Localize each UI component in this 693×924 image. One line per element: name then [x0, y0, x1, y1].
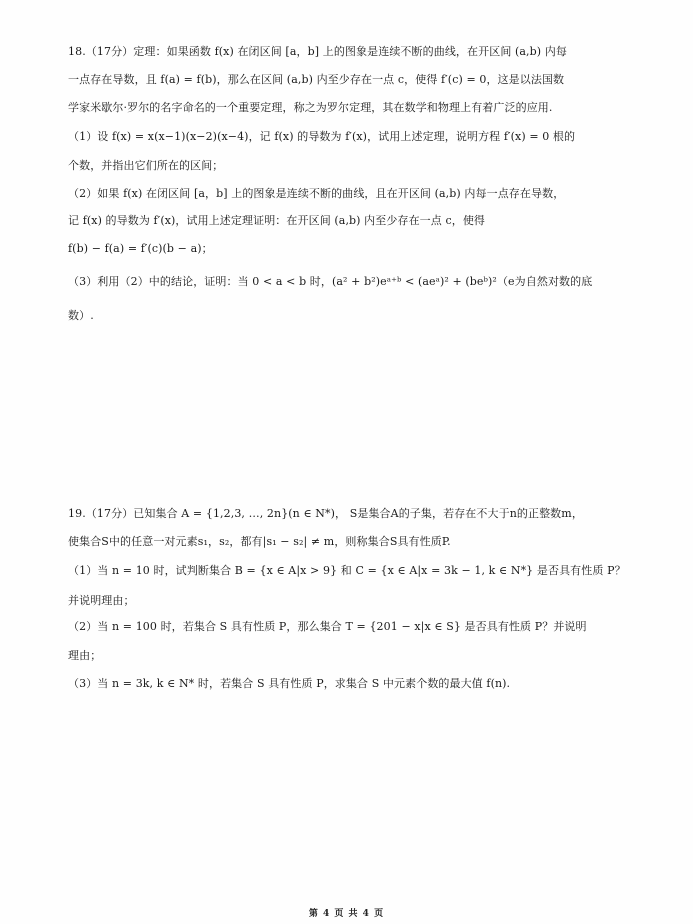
- q18-line-1: 18.（17分）定理：如果函数 f(x) 在闭区间 [a，b] 上的图象是连续不断的曲线，在开区间 (a,b) 内每: [68, 45, 567, 58]
- q18-line-5: 个数，并指出它们所在的区间；: [68, 159, 224, 172]
- q18-line-8: f(b) − f(a) = f′(c)(b − a)；: [68, 242, 213, 255]
- q18-line-7: 记 f(x) 的导数为 f′(x)，试用上述定理证明：在开区间 (a,b) 内至少存在一点 c，使得: [68, 214, 486, 227]
- q18-line-6: （2）如果 f(x) 在闭区间 [a，b] 上的图象是连续不断的曲线，且在开区间 (a,b) 内每一点存在导数，: [68, 187, 565, 200]
- q19-line-7: （3）当 n = 3k, k ∈ N* 时，若集合 S 具有性质 P，求集合 S 中元素个数的最大值 f(n).: [68, 677, 511, 690]
- q18-line-3: 学家米歇尔·罗尔的名字命名的一个重要定理，称之为罗尔定理，其在数学和物理上有着广泛的应用.: [68, 101, 553, 114]
- q18-line-4: （1）设 f(x) = x(x−1)(x−2)(x−4)，记 f(x) 的导数为 f′(x)，试用上述定理，说明方程 f′(x) = 0 根的: [68, 130, 576, 143]
- q19-line-2: 使集合S中的任意一对元素s₁，s₂，都有|s₁ − s₂| ≠ m，则称集合S具有性质P.: [68, 535, 451, 548]
- q19-line-3: （1）当 n = 10 时，试判断集合 B = {x ∈ A|x > 9} 和 C = {x ∈ A|x = 3k − 1, k ∈ N*} 是否具有性质 P？: [68, 564, 626, 577]
- q18-line-2: 一点存在导数，且 f(a) = f(b)，那么在区间 (a,b) 内至少存在一点 c，使得 f′(c) = 0，这是以法国数: [68, 73, 565, 86]
- page-number-footer: 第 4 页 共 4 页: [308, 909, 385, 919]
- q19-line-1: 19.（17分）已知集合 A = {1,2,3, …, 2n}(n ∈ N*)， S是集合A的子集，若存在不大于n的正整数m，: [68, 507, 583, 520]
- q18-line-9: （3）利用（2）中的结论，证明：当 0 < a < b 时，(a² + b²)eᵃ⁺ᵇ < (aeᵃ)² + (beᵇ)²（e为自然对数的底: [68, 275, 593, 288]
- q18-line-10: 数）.: [68, 309, 94, 322]
- q19-line-5: （2）当 n = 100 时，若集合 S 具有性质 P，那么集合 T = {201 − x|x ∈ S} 是否具有性质 P？并说明: [68, 620, 587, 633]
- q19-line-6: 理由；: [68, 649, 102, 662]
- q19-line-4: 并说明理由；: [68, 594, 135, 607]
